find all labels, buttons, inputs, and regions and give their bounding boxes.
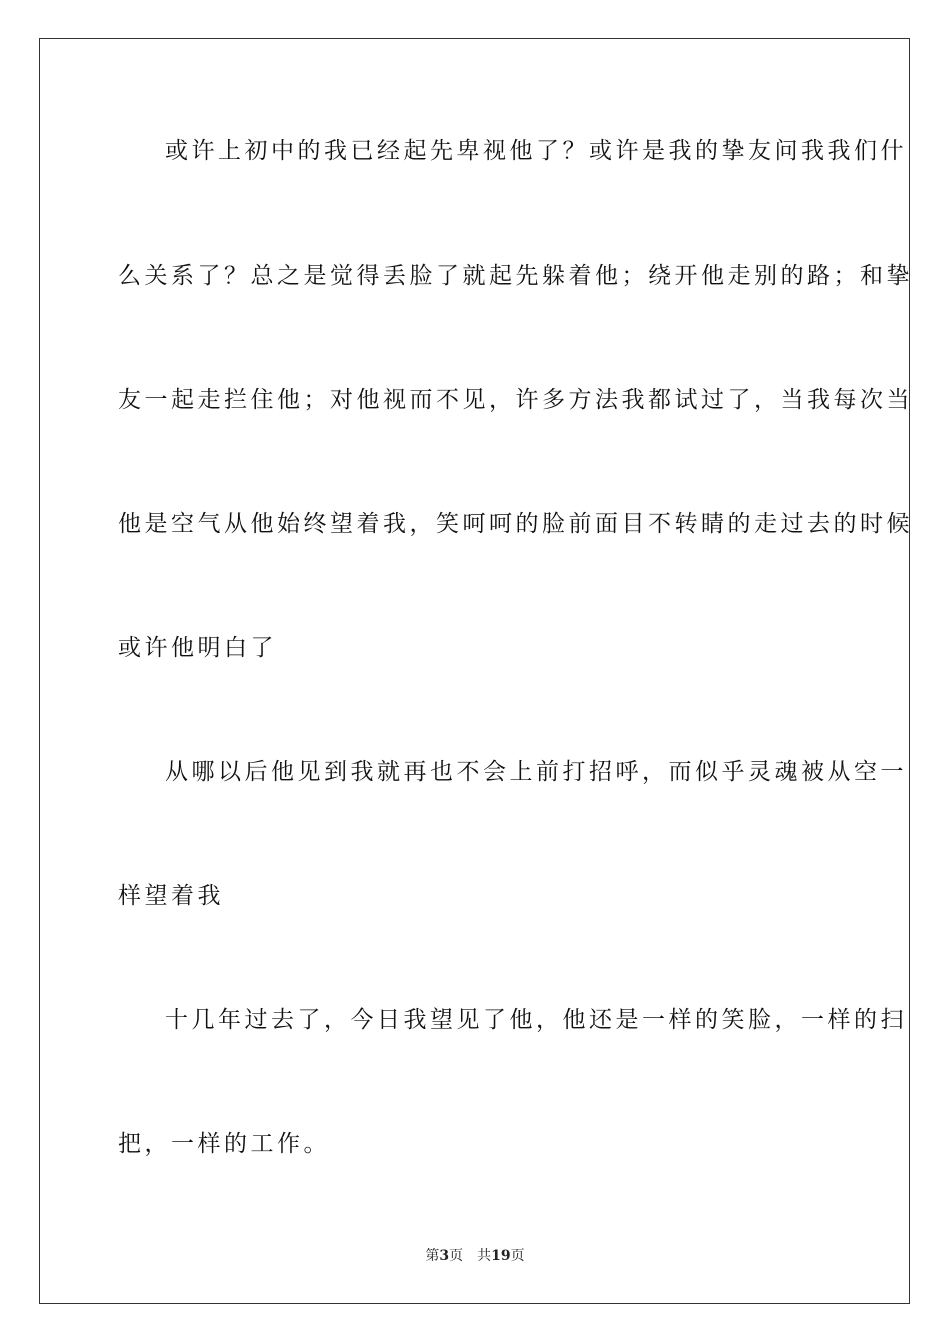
text-line: 把，一样的工作。 — [118, 1131, 330, 1157]
total-prefix: 共 — [477, 1248, 492, 1264]
total-suffix: 页 — [510, 1248, 525, 1264]
text-line: 他是空气从他始终望着我，笑呵呵的脸前面目不转睛的走过去的时候 — [118, 511, 913, 537]
text-line: 从哪以后他见到我就再也不会上前打招呼，而似乎灵魂被从空一 — [165, 759, 907, 785]
text-line: 友一起走拦住他；对他视而不见，许多方法我都试过了，当我每次当 — [118, 387, 913, 413]
text-line: 样望着我 — [118, 883, 224, 909]
page-border — [39, 38, 913, 1304]
text-line: 或许他明白了 — [118, 635, 277, 661]
total-pages: 19 — [491, 1248, 511, 1264]
page-prefix: 第 — [425, 1248, 440, 1264]
text-line: 或许上初中的我已经起先卑视他了？或许是我的挚友问我我们什 — [165, 138, 907, 164]
page-suffix: 页 — [449, 1248, 464, 1264]
page-footer — [0, 1247, 950, 1265]
text-line: 么关系了？总之是觉得丢脸了就起先躲着他；绕开他走别的路；和挚 — [118, 263, 913, 289]
page-number: 3 — [439, 1248, 450, 1264]
text-line: 十几年过去了，今日我望见了他，他还是一样的笑脸，一样的扫 — [165, 1007, 907, 1033]
